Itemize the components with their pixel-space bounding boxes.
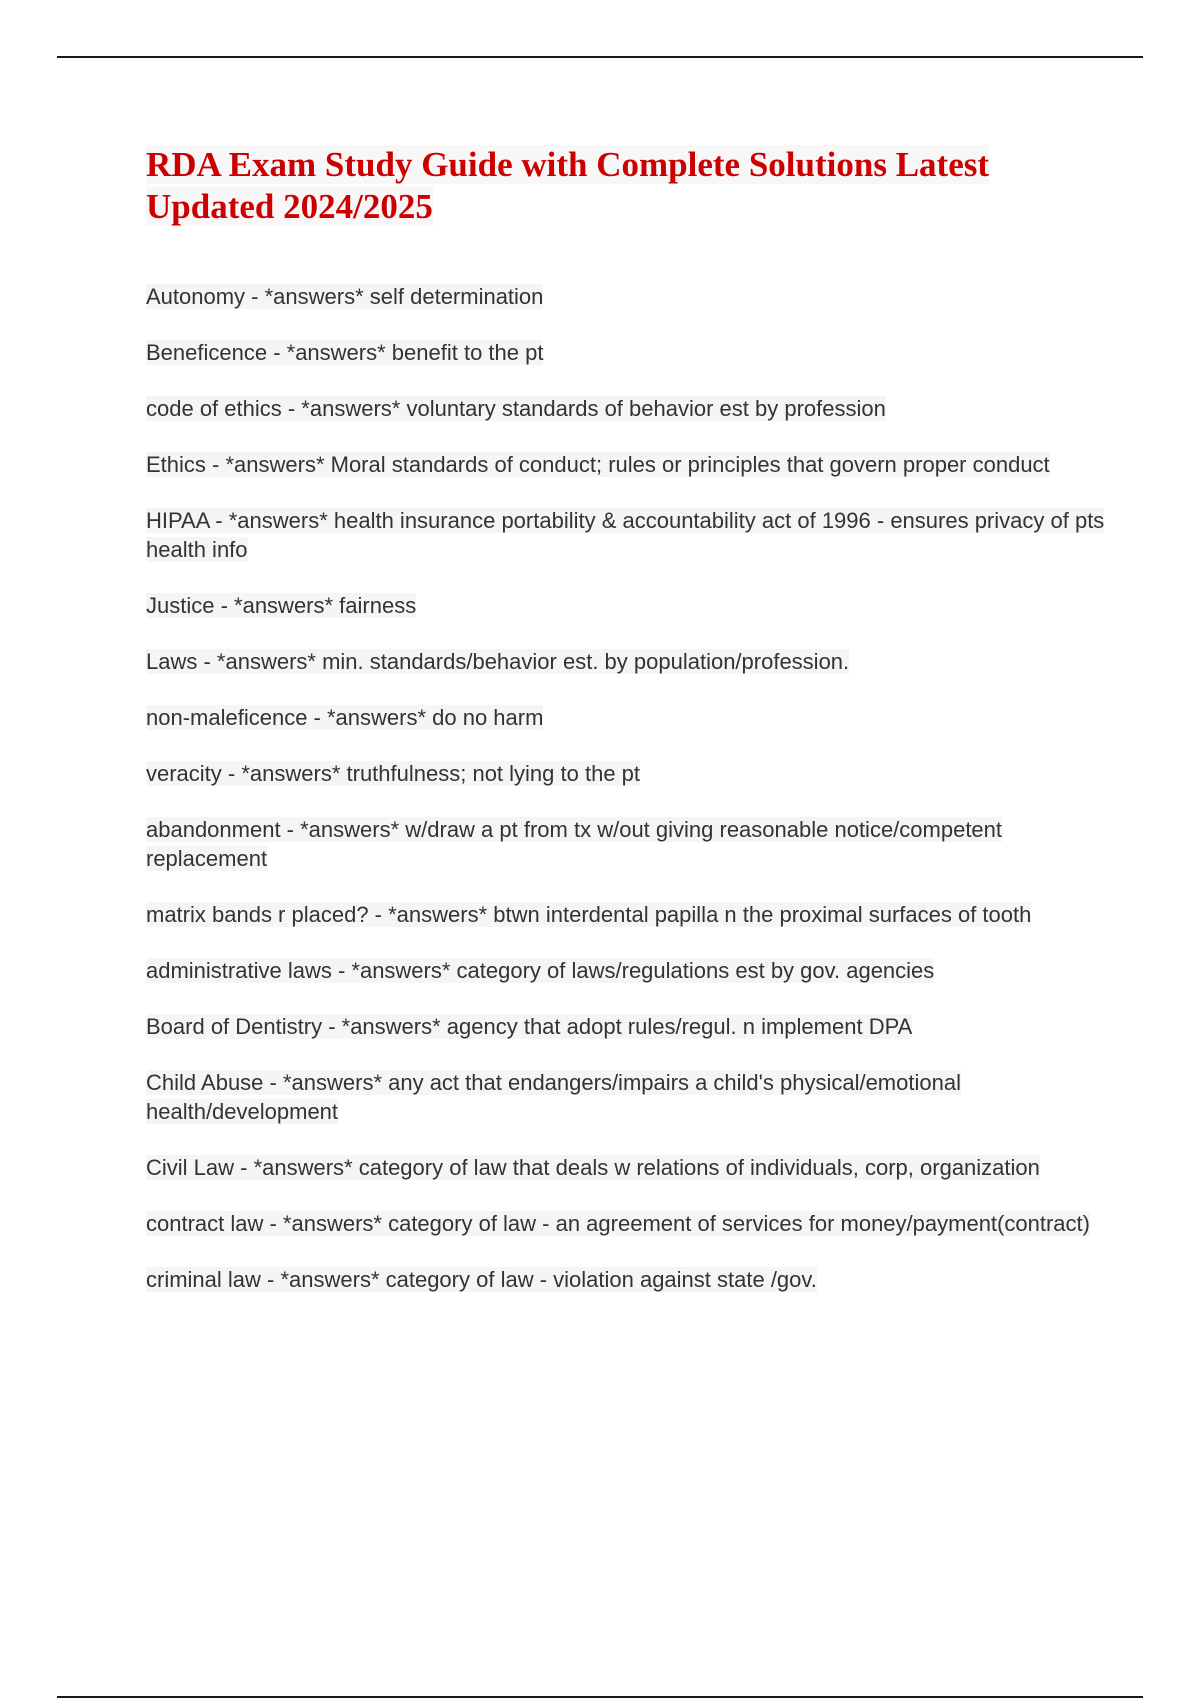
list-item	[146, 1068, 1106, 1126]
top-rule	[57, 56, 1143, 58]
entry-text: matrix bands r placed? - *answers* btwn interdental papilla n the proximal surfaces of tooth	[146, 902, 1032, 927]
entry-text: Justice - *answers* fairness	[146, 593, 417, 618]
entry-text: Child Abuse - *answers* any act that endangers/impairs a child's physical/emotional health/development	[146, 1070, 961, 1124]
bottom-rule	[57, 1696, 1143, 1698]
entry-text: administrative laws - *answers* category of laws/regulations est by gov. agencies	[146, 958, 935, 983]
list-item	[146, 1209, 1106, 1238]
document-title: RDA Exam Study Guide with Complete Solutions Latest Updated 2024/2025	[146, 145, 990, 226]
entry-text: HIPAA - *answers* health insurance portability & accountability act of 1996 - ensures privacy of pts health info	[146, 508, 1105, 562]
entry-text: criminal law - *answers* category of law - violation against state /gov.	[146, 1267, 817, 1292]
entry-text: abandonment - *answers* w/draw a pt from tx w/out giving reasonable notice/competent replacement	[146, 817, 1003, 871]
entry-text: Ethics - *answers* Moral standards of conduct; rules or principles that govern proper conduct	[146, 452, 1050, 477]
list-item	[146, 703, 1106, 732]
list-item	[146, 900, 1106, 929]
entry-list	[146, 282, 1106, 1294]
list-item	[146, 506, 1106, 564]
entry-text: code of ethics - *answers* voluntary standards of behavior est by profession	[146, 396, 886, 421]
entry-text: Beneficence - *answers* benefit to the pt	[146, 340, 544, 365]
list-item	[146, 394, 1106, 423]
entry-text: Board of Dentistry - *answers* agency that adopt rules/regul. n implement DPA	[146, 1014, 913, 1039]
title-block	[146, 144, 1106, 228]
list-item	[146, 1265, 1106, 1294]
entry-text: Autonomy - *answers* self determination	[146, 284, 544, 309]
list-item	[146, 450, 1106, 479]
list-item	[146, 956, 1106, 985]
list-item	[146, 1012, 1106, 1041]
entry-text: veracity - *answers* truthfulness; not lying to the pt	[146, 761, 641, 786]
entry-text: contract law - *answers* category of law - an agreement of services for money/payment(contract)	[146, 1211, 1090, 1236]
list-item	[146, 338, 1106, 367]
list-item	[146, 282, 1106, 311]
list-item	[146, 815, 1106, 873]
list-item	[146, 591, 1106, 620]
list-item	[146, 1153, 1106, 1182]
list-item	[146, 759, 1106, 788]
list-item	[146, 647, 1106, 676]
document-body	[146, 144, 1106, 1321]
entry-text: non-maleficence - *answers* do no harm	[146, 705, 544, 730]
entry-text: Laws - *answers* min. standards/behavior est. by population/profession.	[146, 649, 850, 674]
entry-text: Civil Law - *answers* category of law that deals w relations of individuals, corp, organization	[146, 1155, 1040, 1180]
